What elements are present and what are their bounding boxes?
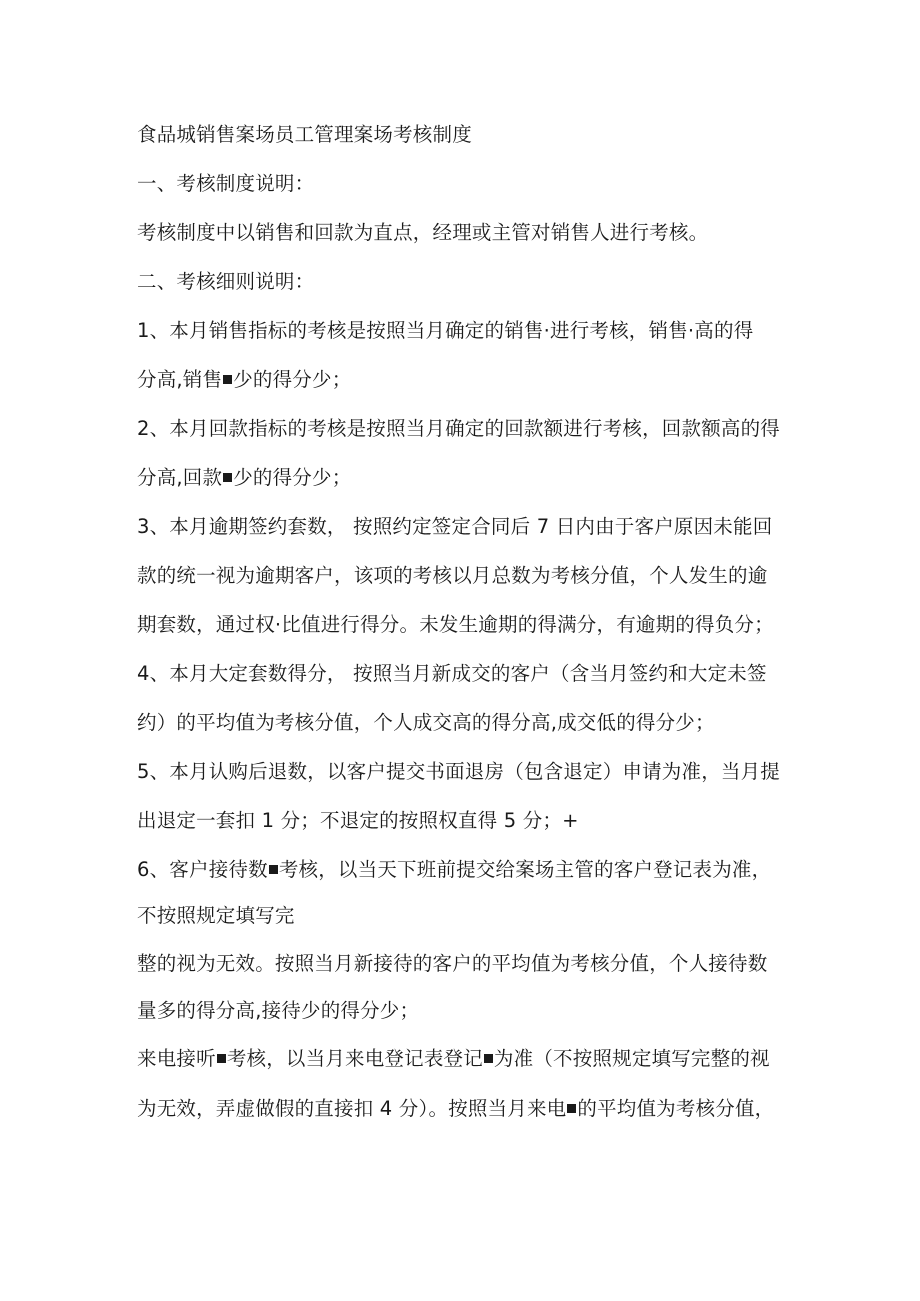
item7-line2 bbox=[137, 1096, 774, 1122]
item1-line2 bbox=[137, 367, 351, 393]
item3-line2: 款的统一视为逾期客户，该项的考核以月总数为考核分值，个人发生的逾 bbox=[137, 564, 768, 587]
item6-line1a: 6、客户接待数 bbox=[137, 858, 268, 881]
item1-line2b: 少的得分少； bbox=[233, 368, 352, 391]
item6-line4: 量多的得分高,接待少的得分少； bbox=[137, 999, 420, 1022]
item5-line2: 出退定一套扣 1 分；不退定的按照权直得 5 分；+ bbox=[137, 809, 579, 832]
item2-line2b: 少的得分少； bbox=[233, 466, 352, 489]
item4-line2: 约）的平均值为考核分值，个人成交高的得分高,成交低的得分少； bbox=[137, 711, 715, 734]
item2-line2a: 分高,回款 bbox=[137, 466, 223, 489]
item6-line3: 整的视为无效。按照当月新接待的客户的平均值为考核分值，个人接待数 bbox=[137, 952, 768, 975]
section1-body: 考核制度中以销售和回款为直点，经理或主管对销售人进行考核。 bbox=[137, 221, 709, 244]
item6-line2: 不按照规定填写完 bbox=[137, 904, 295, 927]
item7-line1 bbox=[137, 1046, 770, 1072]
item7-line2b: 的平均值为考核分值， bbox=[577, 1097, 775, 1120]
redaction-square-icon bbox=[223, 375, 232, 384]
item3-line1: 3、本月逾期签约套数， 按照约定签定合同后 7 日内由于客户原因未能回 bbox=[137, 515, 773, 538]
item1-line1: 1、本月销售指标的考核是按照当月确定的销售·进行考核，销售·高的得 bbox=[137, 319, 754, 342]
item3-line3: 期套数，通过权·比值进行得分。未发生逾期的得满分，有逾期的得负分； bbox=[137, 613, 774, 636]
section1-heading: 一、考核制度说明： bbox=[137, 172, 315, 195]
item7-line1b: 考核，以当月来电登记表登记 bbox=[226, 1047, 483, 1070]
document-title: 食品城销售案场员工管理案场考核制度 bbox=[137, 123, 472, 146]
redaction-square-icon bbox=[484, 1054, 493, 1063]
item2-line1: 2、本月回款指标的考核是按照当月确定的回款额进行考核，回款额高的得 bbox=[137, 417, 781, 440]
item7-line1a: 来电接听 bbox=[137, 1047, 216, 1070]
item6-line1b: 考核，以当天下班前提交给案场主管的客户登记表为准， bbox=[278, 858, 772, 881]
item5-line1: 5、本月认购后退数，以客户提交书面退房（包含退定）申请为准，当月提 bbox=[137, 760, 781, 783]
item6-line1 bbox=[137, 857, 771, 883]
redaction-square-icon bbox=[217, 1054, 226, 1063]
section2-heading: 二、考核细则说明： bbox=[137, 270, 315, 293]
item7-line2a: 为无效，弄虚做假的直接扣 4 分）。按照当月来电 bbox=[137, 1097, 567, 1120]
item2-line2 bbox=[137, 465, 351, 491]
redaction-square-icon bbox=[567, 1104, 576, 1113]
item7-line1c: 为准（不按照规定填写完整的视 bbox=[493, 1047, 770, 1070]
redaction-square-icon bbox=[269, 865, 278, 874]
redaction-square-icon bbox=[223, 473, 232, 482]
item1-line2a: 分高,销售 bbox=[137, 368, 223, 391]
item4-line1: 4、本月大定套数得分， 按照当月新成交的客户（含当月签约和大定未签 bbox=[137, 662, 767, 685]
